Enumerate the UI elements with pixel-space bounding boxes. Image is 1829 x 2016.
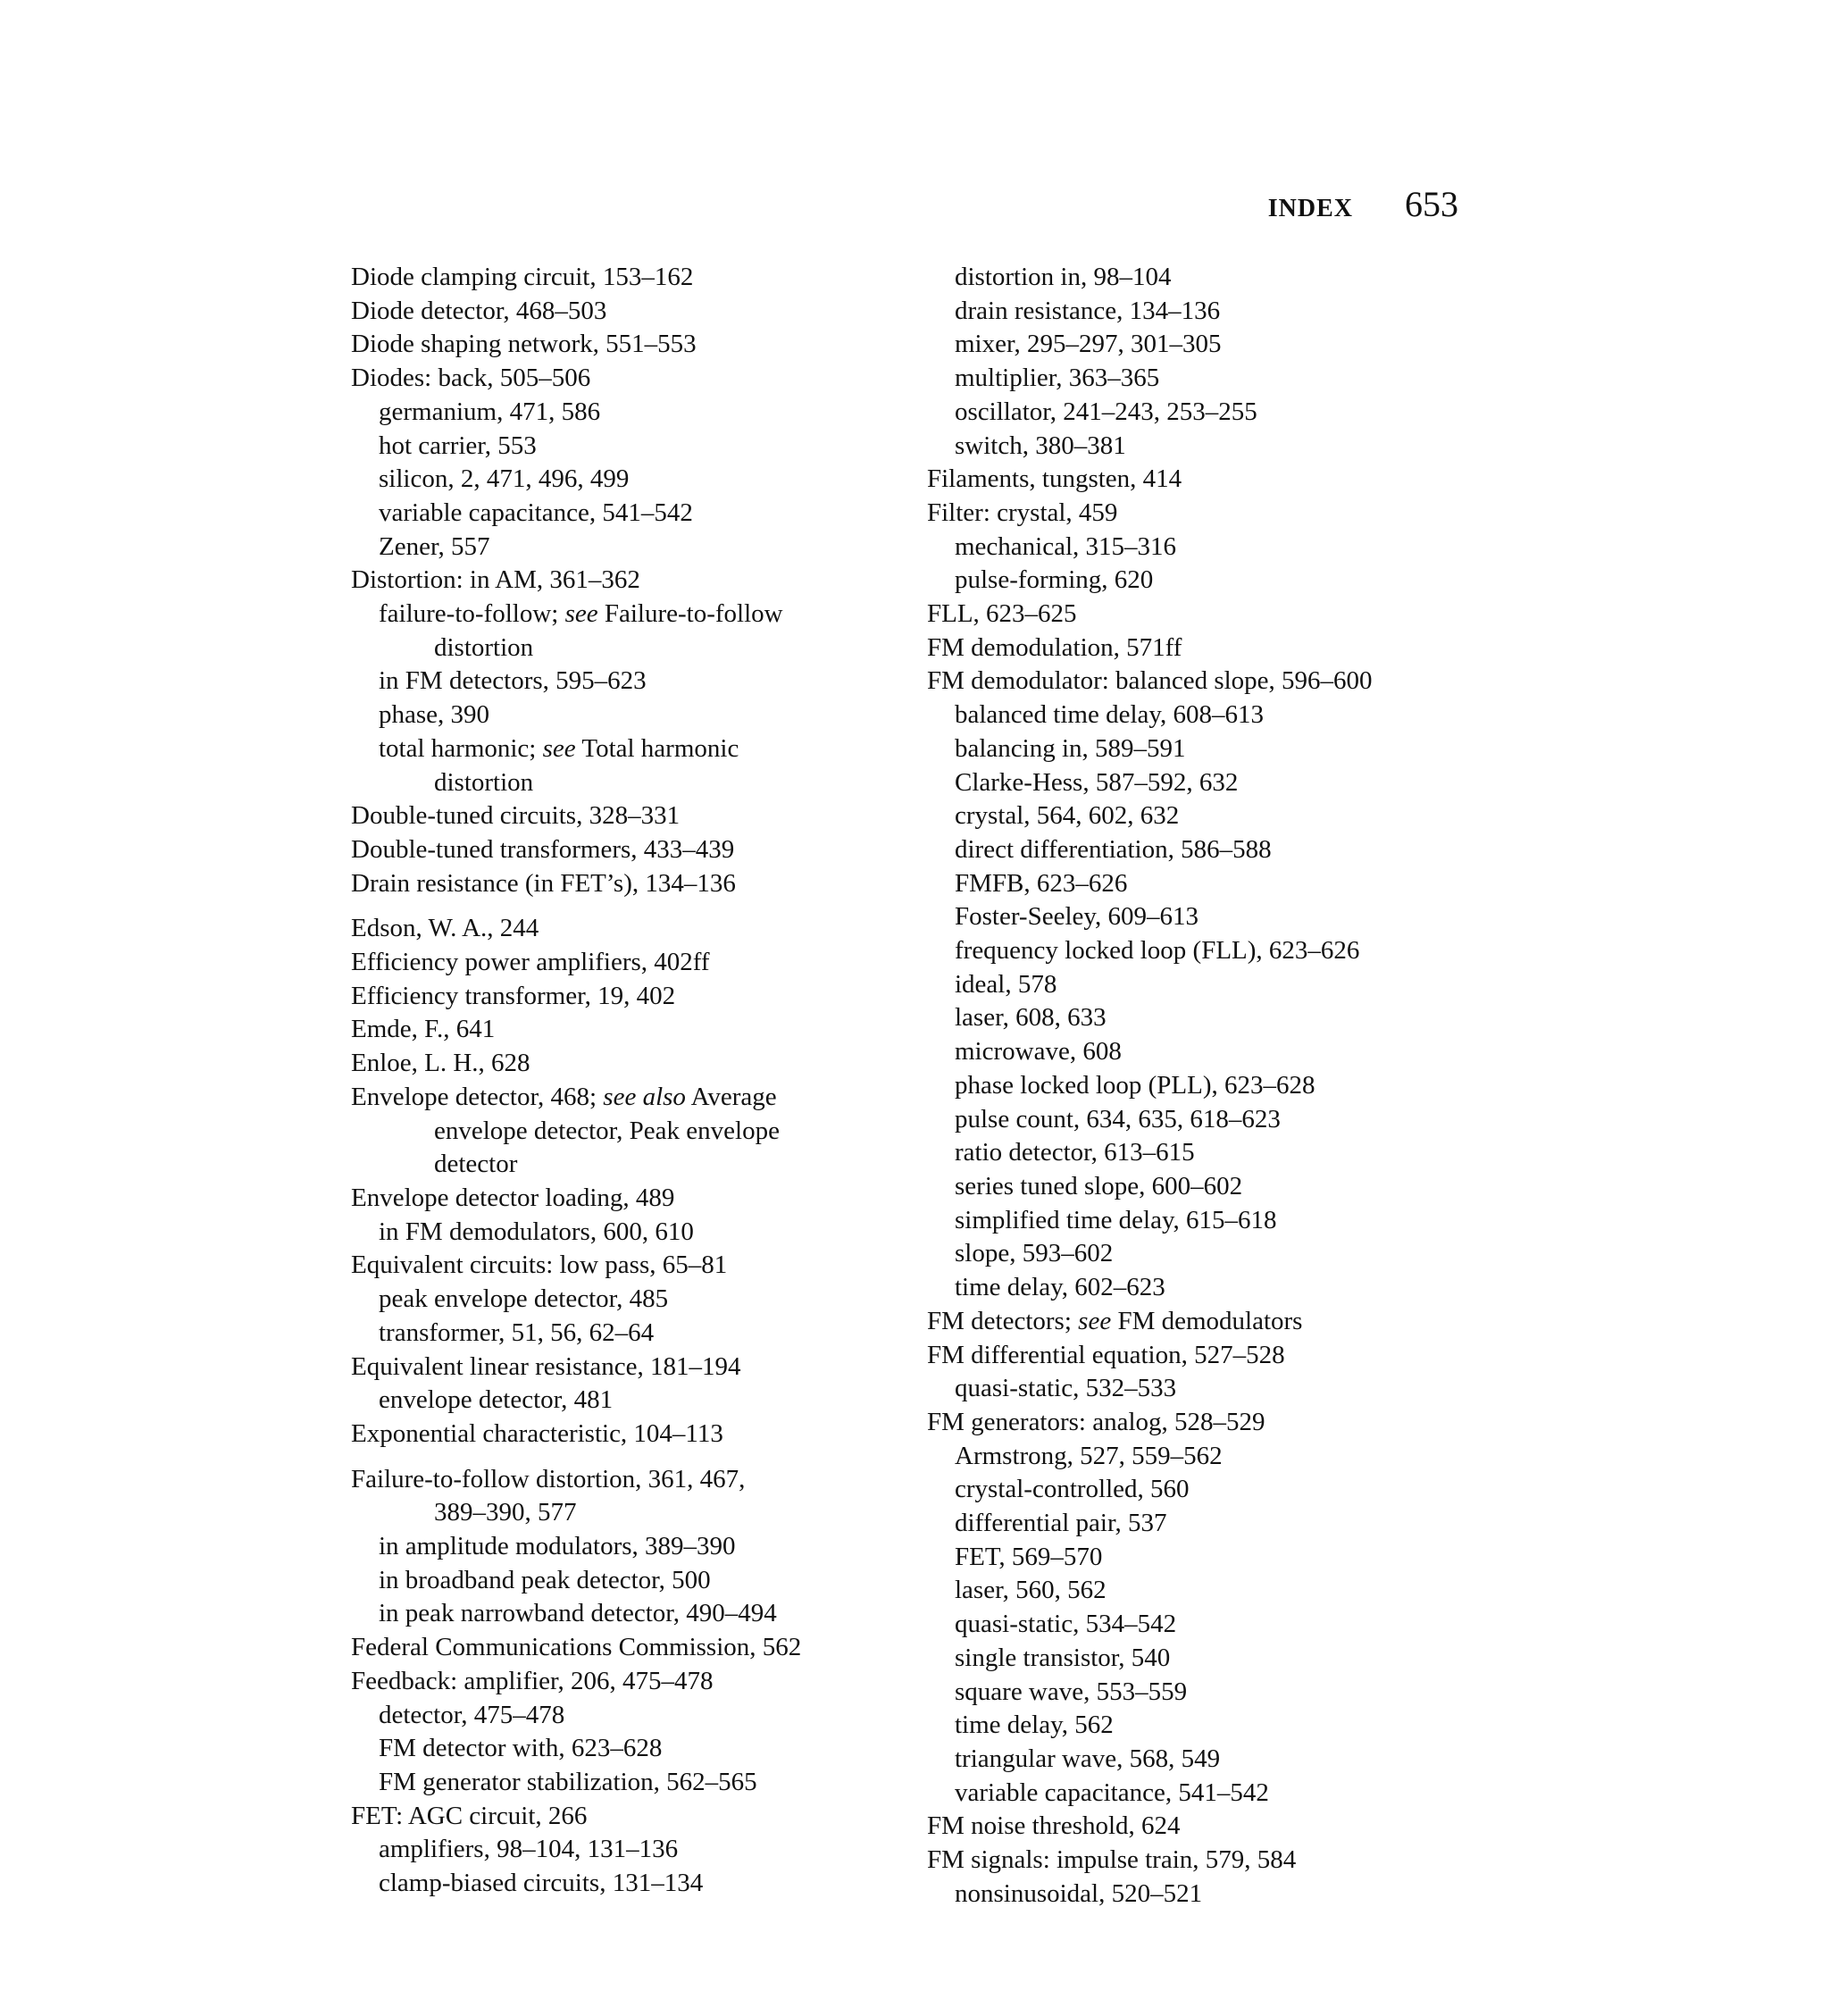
index-entry xyxy=(351,1013,887,1047)
entry-text: pulse-forming, 620 xyxy=(955,565,1154,595)
entry-text: crystal, 564, 602, 632 xyxy=(955,801,1180,831)
index-entry xyxy=(927,1372,1463,1406)
see-reference: see xyxy=(564,599,598,629)
index-entry xyxy=(927,1676,1463,1710)
index-entry xyxy=(927,531,1463,565)
index-column-left xyxy=(351,261,887,1901)
entry-text: drain resistance, 134–136 xyxy=(955,296,1221,325)
entry-text: Efficiency power amplifiers, 402ff xyxy=(351,948,710,977)
entry-text: Double-tuned circuits, 328–331 xyxy=(351,801,681,831)
entry-text: distortion in, 98–104 xyxy=(955,263,1172,291)
see-reference: see xyxy=(1078,1306,1112,1335)
index-entry xyxy=(927,1069,1463,1103)
entry-text: total harmonic; xyxy=(379,733,543,763)
entry-text: in FM demodulators, 600, 610 xyxy=(379,1217,694,1246)
index-entry xyxy=(927,396,1463,430)
index-entry xyxy=(927,1709,1463,1743)
entry-text: Distortion: in AM, 361–362 xyxy=(351,565,640,595)
entry-text: FM generators: analog, 528–529 xyxy=(927,1407,1265,1436)
entry-text: Enloe, L. H., 628 xyxy=(351,1049,530,1078)
entry-text: pulse count, 634, 635, 618–623 xyxy=(955,1104,1281,1133)
entry-text: Armstrong, 527, 559–562 xyxy=(955,1441,1223,1470)
index-entry xyxy=(351,1317,887,1351)
entry-text: quasi-static, 534–542 xyxy=(955,1610,1177,1639)
entry-text-continued: Failure-to-follow xyxy=(597,599,783,629)
entry-text: time delay, 562 xyxy=(955,1711,1114,1740)
index-entry xyxy=(351,531,887,565)
entry-text: mixer, 295–297, 301–305 xyxy=(955,330,1222,359)
index-entry xyxy=(351,1766,887,1800)
entry-text: balancing in, 589–591 xyxy=(955,733,1186,763)
index-entry xyxy=(351,1182,887,1216)
entry-text: FMFB, 623–626 xyxy=(955,868,1128,898)
index-entry xyxy=(927,867,1463,901)
entry-text: Clarke-Hess, 587–592, 632 xyxy=(955,767,1239,797)
entry-text: detector xyxy=(434,1150,518,1179)
index-entry xyxy=(927,1237,1463,1271)
see-reference: see also xyxy=(603,1082,686,1111)
index-entry xyxy=(927,1305,1463,1339)
index-entry xyxy=(927,1136,1463,1170)
index-entry xyxy=(351,1564,887,1598)
entry-text: Filter: crystal, 459 xyxy=(927,498,1118,527)
entry-text: mechanical, 315–316 xyxy=(955,531,1177,561)
entry-text: Foster-Seeley, 609–613 xyxy=(955,902,1198,932)
index-entry xyxy=(351,463,887,497)
index-entry xyxy=(351,1283,887,1317)
index-entry xyxy=(351,1148,887,1182)
entry-text: variable capacitance, 541–542 xyxy=(955,1778,1269,1807)
entry-text: in broadband peak detector, 500 xyxy=(379,1565,711,1594)
entry-text: FM signals: impulse train, 579, 584 xyxy=(927,1845,1297,1875)
entry-text: Diode shaping network, 551–553 xyxy=(351,330,697,359)
entry-text: Equivalent linear resistance, 181–194 xyxy=(351,1351,741,1381)
entry-text: Filaments, tungsten, 414 xyxy=(927,464,1182,494)
entry-text: Equivalent circuits: low pass, 65–81 xyxy=(351,1251,728,1280)
index-entry xyxy=(351,946,887,980)
index-entry xyxy=(927,1339,1463,1373)
entry-text: hot carrier, 553 xyxy=(379,431,537,460)
index-entry xyxy=(351,1249,887,1283)
index-entry xyxy=(927,766,1463,800)
entry-text: microwave, 608 xyxy=(955,1037,1122,1067)
entry-text: time delay, 602–623 xyxy=(955,1273,1165,1302)
index-entry xyxy=(351,766,887,800)
index-entry xyxy=(927,1406,1463,1440)
entry-text: Failure-to-follow distortion, 361, 467, xyxy=(351,1464,746,1493)
entry-text: FM demodulator: balanced slope, 596–600 xyxy=(927,666,1373,696)
index-entry xyxy=(927,665,1463,698)
index-entry xyxy=(351,497,887,531)
index-entry xyxy=(927,1507,1463,1541)
index-entry xyxy=(927,833,1463,867)
entry-text: 389–390, 577 xyxy=(434,1498,577,1527)
entry-text: in peak narrowband detector, 490–494 xyxy=(379,1599,777,1628)
index-entry xyxy=(927,1844,1463,1878)
index-entry xyxy=(927,1743,1463,1777)
entry-text: FET, 569–570 xyxy=(955,1542,1103,1571)
entry-text-continued: Total harmonic xyxy=(575,733,739,763)
entry-text: triangular wave, 568, 549 xyxy=(955,1744,1221,1773)
entry-text: quasi-static, 532–533 xyxy=(955,1374,1177,1403)
entry-text: slope, 593–602 xyxy=(955,1239,1114,1268)
entry-text: amplifiers, 98–104, 131–136 xyxy=(379,1835,679,1864)
index-entry xyxy=(927,1001,1463,1035)
entry-text: Feedback: amplifier, 206, 475–478 xyxy=(351,1666,714,1695)
entry-text: switch, 380–381 xyxy=(955,431,1126,460)
index-entry xyxy=(351,1418,887,1451)
entry-text: series tuned slope, 600–602 xyxy=(955,1171,1243,1200)
index-entry xyxy=(927,1541,1463,1575)
index-entry xyxy=(351,1699,887,1733)
index-entry xyxy=(351,1463,887,1497)
index-entry xyxy=(927,1642,1463,1676)
index-entry xyxy=(351,698,887,732)
index-entry xyxy=(351,1800,887,1834)
index-entry xyxy=(927,1204,1463,1238)
entry-text: Envelope detector, 468; xyxy=(351,1082,604,1111)
entry-text: Emde, F., 641 xyxy=(351,1015,496,1044)
entry-text: FM demodulation, 571ff xyxy=(927,632,1182,662)
page-number: 653 xyxy=(1405,184,1458,224)
entry-text: envelope detector, 481 xyxy=(379,1385,614,1415)
entry-text: FM generator stabilization, 562–565 xyxy=(379,1767,757,1796)
entry-text: detector, 475–478 xyxy=(379,1700,565,1729)
index-entry xyxy=(927,934,1463,968)
index-entry xyxy=(351,1665,887,1699)
index-entry xyxy=(927,1035,1463,1069)
index-entry xyxy=(351,833,887,867)
index-entry xyxy=(927,362,1463,396)
entry-text: Diode clamping circuit, 153–162 xyxy=(351,263,694,291)
index-entry xyxy=(927,564,1463,598)
entry-text: phase locked loop (PLL), 623–628 xyxy=(955,1070,1315,1100)
entry-text: Envelope detector loading, 489 xyxy=(351,1183,675,1212)
entry-text: Edson, W. A., 244 xyxy=(351,914,539,943)
entry-text: ideal, 578 xyxy=(955,969,1057,999)
index-entry xyxy=(351,1732,887,1766)
index-entry xyxy=(927,598,1463,632)
index-entry xyxy=(927,900,1463,934)
running-head: INDEX xyxy=(1267,195,1353,222)
entry-text: FM detectors; xyxy=(927,1306,1079,1335)
entry-text: in amplitude modulators, 389–390 xyxy=(379,1532,736,1561)
index-entry xyxy=(927,799,1463,833)
entry-text: Zener, 557 xyxy=(379,531,490,561)
entry-text: simplified time delay, 615–618 xyxy=(955,1205,1277,1234)
index-entry xyxy=(351,1833,887,1867)
entry-text: laser, 560, 562 xyxy=(955,1576,1107,1605)
index-entry xyxy=(927,1170,1463,1204)
entry-text: Double-tuned transformers, 433–439 xyxy=(351,834,735,864)
index-entry xyxy=(927,328,1463,362)
index-entry xyxy=(351,632,887,665)
index-entry xyxy=(927,497,1463,531)
entry-text: square wave, 553–559 xyxy=(955,1677,1188,1706)
index-entry xyxy=(351,867,887,901)
entry-text: distortion xyxy=(434,632,534,662)
entry-text: FM differential equation, 527–528 xyxy=(927,1340,1285,1369)
index-entry xyxy=(927,1810,1463,1844)
index-entry xyxy=(351,564,887,598)
entry-text: direct differentiation, 586–588 xyxy=(955,834,1272,864)
index-entry xyxy=(351,1597,887,1631)
index-entry xyxy=(351,1081,887,1115)
index-column-right xyxy=(927,261,1463,1911)
entry-text: phase, 390 xyxy=(379,700,490,730)
index-entry xyxy=(927,1440,1463,1474)
index-entry xyxy=(927,463,1463,497)
index-entry xyxy=(351,430,887,464)
entry-text: laser, 608, 633 xyxy=(955,1003,1107,1033)
index-entry xyxy=(351,1351,887,1384)
entry-text: transformer, 51, 56, 62–64 xyxy=(379,1318,655,1347)
index-entry xyxy=(927,261,1463,295)
entry-text: differential pair, 537 xyxy=(955,1509,1167,1538)
entry-text: FM detector with, 623–628 xyxy=(379,1734,663,1763)
entry-text: Diode detector, 468–503 xyxy=(351,296,607,325)
entry-text: clamp-biased circuits, 131–134 xyxy=(379,1869,704,1898)
index-entry xyxy=(351,732,887,766)
index-entry xyxy=(927,732,1463,766)
entry-text: crystal-controlled, 560 xyxy=(955,1475,1190,1504)
entry-text: Efficiency transformer, 19, 402 xyxy=(351,981,676,1010)
entry-text: balanced time delay, 608–613 xyxy=(955,700,1265,730)
index-entry xyxy=(351,1047,887,1081)
entry-text: Federal Communications Commission, 562 xyxy=(351,1633,802,1662)
index-entry xyxy=(351,799,887,833)
index-entry xyxy=(927,1777,1463,1811)
index-entry xyxy=(351,598,887,632)
index-entry xyxy=(351,1631,887,1665)
entry-text: distortion xyxy=(434,767,534,797)
entry-text: silicon, 2, 471, 496, 499 xyxy=(379,464,630,494)
entry-text: variable capacitance, 541–542 xyxy=(379,498,693,527)
index-entry xyxy=(351,1216,887,1250)
index-entry xyxy=(927,698,1463,732)
index-entry xyxy=(927,1574,1463,1608)
entry-text: failure-to-follow; xyxy=(379,599,565,629)
page-header xyxy=(1268,183,1458,225)
index-entry xyxy=(351,1867,887,1901)
index-entry xyxy=(351,1384,887,1418)
entry-text: FM noise threshold, 624 xyxy=(927,1811,1181,1841)
index-entry xyxy=(351,1530,887,1564)
index-entry xyxy=(351,295,887,329)
entry-text: single transistor, 540 xyxy=(955,1643,1171,1672)
see-reference: see xyxy=(542,733,576,763)
index-entry xyxy=(351,362,887,396)
entry-text: peak envelope detector, 485 xyxy=(379,1284,669,1314)
entry-text: germanium, 471, 586 xyxy=(379,397,601,426)
entry-text: ratio detector, 613–615 xyxy=(955,1138,1195,1167)
entry-text: in FM detectors, 595–623 xyxy=(379,666,647,696)
index-entry xyxy=(927,1473,1463,1507)
entry-text: FLL, 623–625 xyxy=(927,599,1077,629)
entry-text: envelope detector, Peak envelope xyxy=(434,1116,780,1145)
entry-text: Drain resistance (in FET’s), 134–136 xyxy=(351,868,736,898)
entry-text: FET: AGC circuit, 266 xyxy=(351,1801,588,1830)
index-entry xyxy=(927,1878,1463,1911)
entry-text: nonsinusoidal, 520–521 xyxy=(955,1878,1203,1908)
index-entry xyxy=(351,980,887,1014)
index-entry xyxy=(351,396,887,430)
entry-text: Diodes: back, 505–506 xyxy=(351,364,591,393)
index-entry xyxy=(351,328,887,362)
index-entry xyxy=(927,295,1463,329)
index-entry xyxy=(351,1496,887,1530)
index-entry xyxy=(927,1608,1463,1642)
index-entry xyxy=(351,1115,887,1149)
index-entry xyxy=(927,430,1463,464)
index-entry xyxy=(927,968,1463,1002)
index-entry xyxy=(351,665,887,698)
entry-text: multiplier, 363–365 xyxy=(955,364,1160,393)
index-entry xyxy=(351,261,887,295)
index-entry xyxy=(927,632,1463,665)
index-entry xyxy=(927,1271,1463,1305)
entry-text: frequency locked loop (FLL), 623–626 xyxy=(955,936,1360,966)
index-entry xyxy=(351,912,887,946)
index-entry xyxy=(927,1103,1463,1137)
entry-text: Exponential characteristic, 104–113 xyxy=(351,1418,723,1448)
entry-text-continued: FM demodulators xyxy=(1111,1306,1303,1335)
entry-text-continued: Average xyxy=(685,1082,777,1111)
entry-text: oscillator, 241–243, 253–255 xyxy=(955,397,1257,426)
